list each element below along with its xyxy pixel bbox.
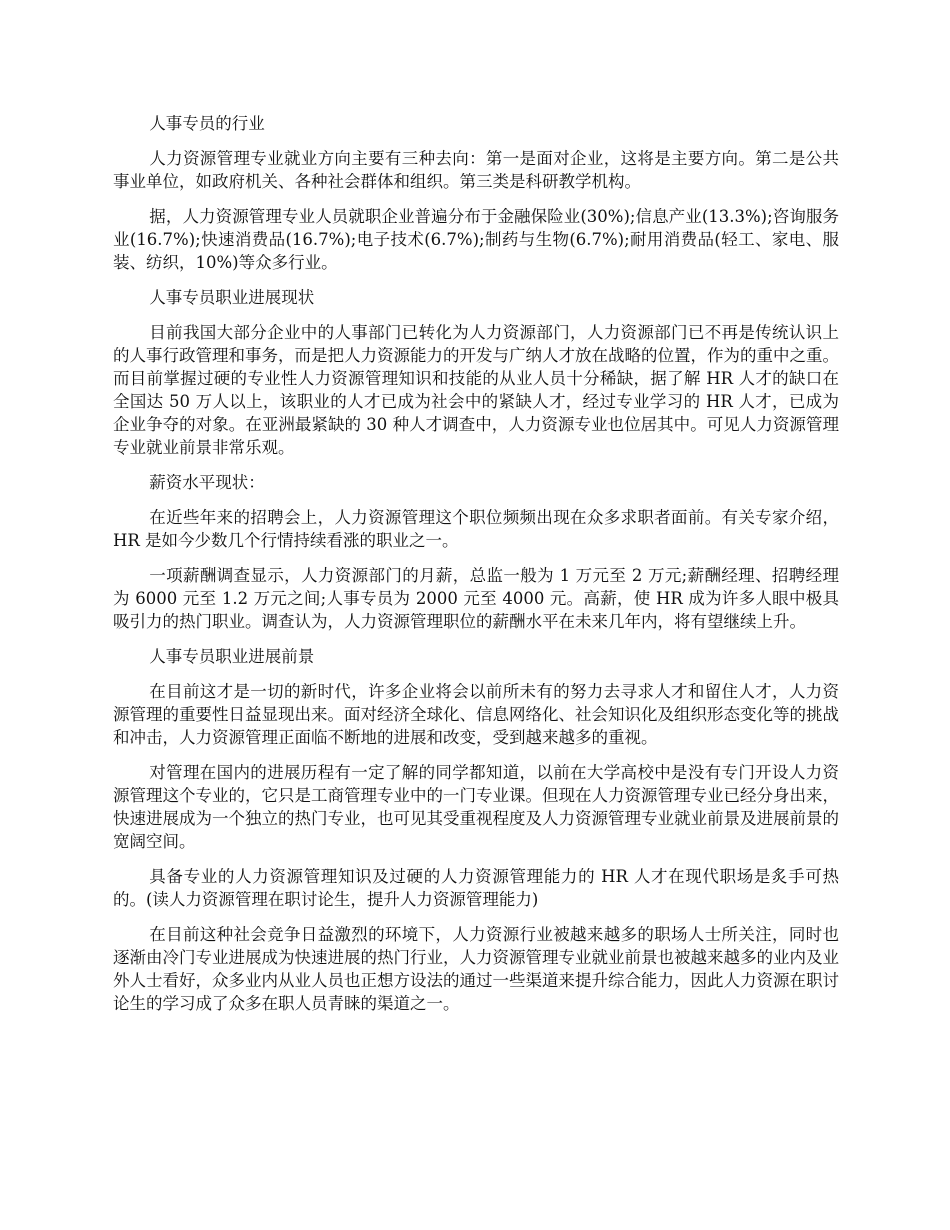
paragraph: 在目前这才是一切的新时代，许多企业将会以前所未有的努力去寻求人才和留住人才，人力资源管理的重要性日益显现出来。面对经济全球化、信息网络化、社会知识化及组织形态变化等的挑战和冲击，人力资源管理正面临不断地的进展和改变，受到越来越多的重视。 (113, 682, 839, 747)
paragraph: 人力资源管理专业就业方向主要有三种去向：第一是面对企业，这将是主要方向。第二是公共事业单位，如政府机关、各种社会群体和组织。第三类是科研教学机构。 (113, 149, 839, 191)
paragraph: 目前我国大部分企业中的人事部门已转化为人力资源部门，人力资源部门已不再是传统认识上的人事行政管理和事务，而是把人力资源能力的开发与广纳人才放在战略的位置，作为的重中之重。而目前掌握过硬的专业性人力资源管理知识和技能的从业人员十分稀缺，据了解 HR 人才的缺口在全国达 50 万人以上，该职业的人才已成为社会中的紧缺人才，经过专业学习的 HR 人才，已成为企业争夺的对象。在亚洲最紧缺的 30 种人才调查中，人力资源专业也位居其中。可见人力资源管理专业就业前景非常乐观。 (113, 323, 839, 457)
document-body (113, 112, 839, 1027)
section-heading-salary: 薪资水平现状： (149, 473, 265, 492)
paragraph: 具备专业的人力资源管理知识及过硬的人力资源管理能力的 HR 人才在现代职场是炙手可热的。(读人力资源管理在职讨论生，提升人力资源管理能力) (113, 867, 839, 909)
paragraph: 一项薪酬调查显示，人力资源部门的月薪，总监一般为 1 万元至 2 万元;薪酬经理、招聘经理为 6000 元至 1.2 万元之间;人事专员为 2000 元至 4000 元。高薪，使 HR 成为许多人眼中极具吸引力的热门职业。调查认为，人力资源管理职位的薪酬水平在未来几年内，将有望继续上升。 (113, 566, 839, 631)
paragraph: 在近些年来的招聘会上，人力资源管理这个职位频频出现在众多求职者面前。有关专家介绍，HR 是如今少数几个行情持续看涨的职业之一。 (113, 508, 839, 550)
section-heading-industry: 人事专员的行业 (149, 114, 265, 133)
section-heading-status: 人事专员职业进展现状 (149, 288, 315, 307)
section-heading-prospects: 人事专员职业进展前景 (149, 647, 315, 666)
paragraph: 据，人力资源管理专业人员就职企业普遍分布于金融保险业(30%);信息产业(13.3%);咨询服务业(16.7%);快速消费品(16.7%);电子技术(6.7%);制药与生物(6.7%);耐用消费品(轻工、家电、服装、纺织，10%)等众多行业。 (113, 207, 839, 272)
paragraph: 在目前这种社会竞争日益激烈的环境下，人力资源行业被越来越多的职场人士所关注，同时也逐渐由冷门专业进展成为快速进展的热门行业，人力资源管理专业就业前景也被越来越多的业内及业外人士看好，众多业内从业人员也正想方设法的通过一些渠道来提升综合能力，因此人力资源在职讨论生的学习成了众多在职人员青睐的渠道之一。 (113, 925, 839, 1013)
paragraph: 对管理在国内的进展历程有一定了解的同学都知道，以前在大学高校中是没有专门开设人力资源管理这个专业的，它只是工商管理专业中的一门专业课。但现在人力资源管理专业已经分身出来，快速进展成为一个独立的热门专业，也可见其受重视程度及人力资源管理专业就业前景及进展前景的宽阔空间。 (113, 763, 839, 851)
